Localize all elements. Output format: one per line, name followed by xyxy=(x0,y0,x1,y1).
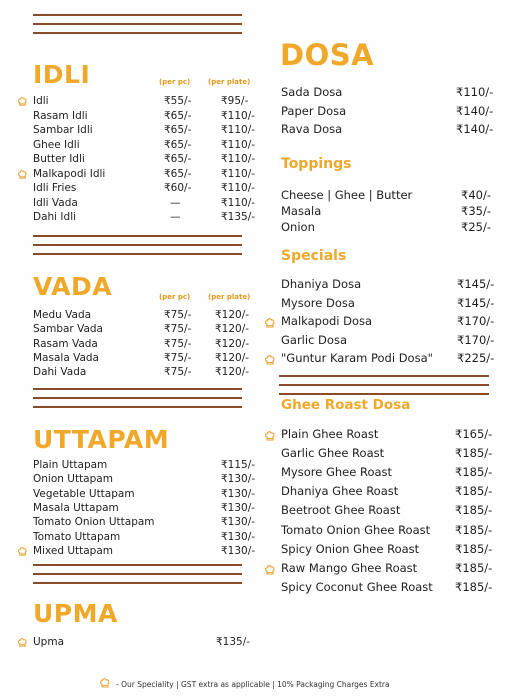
menu-item-idli xyxy=(33,124,256,138)
item-name: Tomato Onion Ghee Roast xyxy=(281,522,431,537)
price: ₹185/- xyxy=(455,503,493,518)
price-per-plate: ₹120/- xyxy=(215,366,250,379)
price-per-pc: ₹60/- xyxy=(164,182,192,194)
price: ₹145/- xyxy=(457,277,495,291)
menu-item-vada xyxy=(33,366,248,380)
menu-item-ghee-roast xyxy=(281,466,491,480)
price: ₹185/- xyxy=(455,579,493,594)
menu-item-upma xyxy=(33,636,251,650)
subtitle-ghee-roast: Ghee Roast Dosa xyxy=(281,397,411,413)
price: ₹40/- xyxy=(461,188,491,202)
footer-text: - Our Speciality | GST extra as applicable | 10% Packaging Charges Extra xyxy=(116,680,390,689)
item-name: Mysore Ghee Roast xyxy=(281,465,393,480)
item-name: Vegetable Uttapam xyxy=(33,487,135,500)
price: ₹130/- xyxy=(221,516,256,529)
item-name: Tomato Onion Uttapam xyxy=(33,516,155,529)
menu-item-idli xyxy=(33,196,256,211)
item-name: Dahi Idli xyxy=(33,211,77,223)
section-title-dosa: DOSA xyxy=(280,38,375,72)
price-per-pc: — xyxy=(170,211,181,223)
item-name: Butter Idli xyxy=(33,153,85,165)
price-per-pc: ₹75/- xyxy=(164,323,192,336)
menu-item-idli xyxy=(33,138,256,153)
section-title-upma: UPMA xyxy=(33,599,118,628)
item-name: Rasam Vada xyxy=(33,337,98,350)
menu-item-special xyxy=(281,314,495,329)
item-name: Dhaniya Dosa xyxy=(281,277,362,291)
menu-item-vada xyxy=(33,352,248,366)
menu-item-idli xyxy=(33,211,256,225)
menu-item-special xyxy=(281,295,495,311)
item-name: Idli xyxy=(33,95,49,107)
price: ₹35/- xyxy=(461,204,491,218)
price-per-plate: ₹120/- xyxy=(215,337,250,350)
item-name: Masala Uttapam xyxy=(33,501,119,514)
menu-item-ghee-roast xyxy=(281,524,491,538)
menu-item-idli xyxy=(33,167,256,182)
price: ₹185/- xyxy=(455,522,493,537)
price: ₹115/- xyxy=(221,459,256,471)
item-name: Medu Vada xyxy=(33,309,92,321)
price-per-pc: — xyxy=(170,196,181,209)
item-name: Dahi Vada xyxy=(33,366,87,379)
price-per-plate: ₹110/- xyxy=(221,124,256,136)
menu-item-vada xyxy=(33,309,248,323)
price: ₹130/- xyxy=(221,473,256,486)
item-name: Plain Uttapam xyxy=(33,459,108,471)
price: ₹185/- xyxy=(455,541,493,556)
menu-item-uttapam xyxy=(33,501,256,516)
price-per-pc: ₹75/- xyxy=(164,309,192,321)
item-name: Onion xyxy=(281,220,315,234)
price: ₹185/- xyxy=(455,446,493,461)
divider-lines-idli xyxy=(33,235,242,262)
price-per-plate: ₹120/- xyxy=(215,323,250,336)
menu-item-idli xyxy=(33,95,248,109)
price-per-pc: ₹65/- xyxy=(164,153,192,165)
price: ₹145/- xyxy=(457,295,495,310)
chef-hat-icon xyxy=(17,96,28,107)
menu-item-ghee-roast xyxy=(281,562,491,576)
price-per-plate: ₹135/- xyxy=(221,211,256,223)
price-per-plate: ₹120/- xyxy=(215,309,250,321)
price-per-pc: ₹75/- xyxy=(164,366,192,379)
menu-item-idli xyxy=(33,182,256,196)
price-per-pc: ₹75/- xyxy=(164,337,192,350)
item-name: Mysore Dosa xyxy=(281,295,355,310)
item-name: Malkapodi Idli xyxy=(33,167,106,180)
item-name: Mixed Uttapam xyxy=(33,544,114,557)
divider-lines-top xyxy=(33,14,242,41)
item-name: Sambar Idli xyxy=(33,124,93,136)
section-title-uttapam: UTTAPAM xyxy=(33,425,170,454)
price-per-plate: ₹95/- xyxy=(221,95,249,107)
menu-item-ghee-roast xyxy=(281,581,491,595)
menu-item-special xyxy=(281,277,495,292)
price-per-pc: ₹65/- xyxy=(164,124,192,136)
price: ₹130/- xyxy=(221,544,256,557)
menu-item-topping xyxy=(281,205,491,219)
price: ₹110/- xyxy=(456,85,494,99)
menu-item-dosa xyxy=(281,103,494,119)
item-name: Masala xyxy=(281,204,322,218)
menu-item-idli xyxy=(33,153,256,167)
menu-item-uttapam xyxy=(33,459,256,473)
item-name: Dhaniya Ghee Roast xyxy=(281,484,399,499)
menu-item-ghee-roast xyxy=(281,543,491,557)
item-name: Sambar Vada xyxy=(33,323,103,336)
item-name: Upma xyxy=(33,636,65,648)
item-name: Garlic Dosa xyxy=(281,332,347,347)
item-name: Idli Vada xyxy=(33,196,78,209)
menu-item-topping xyxy=(281,189,491,203)
item-name: Cheese | Ghee | Butter xyxy=(281,188,413,202)
section-title-idli: IDLI xyxy=(33,60,91,89)
price: ₹170/- xyxy=(457,314,495,328)
price: ₹185/- xyxy=(455,465,493,480)
price: ₹165/- xyxy=(455,427,493,441)
menu-item-special xyxy=(281,351,495,366)
price: ₹25/- xyxy=(461,220,491,234)
item-name: Tomato Uttapam xyxy=(33,530,121,543)
price-per-pc: ₹55/- xyxy=(164,95,192,107)
menu-item-uttapam xyxy=(33,530,256,545)
item-name: Onion Uttapam xyxy=(33,473,113,486)
item-name: Masala Vada xyxy=(33,351,99,364)
price: ₹185/- xyxy=(455,484,493,499)
menu-item-special xyxy=(281,332,495,348)
price: ₹170/- xyxy=(457,332,495,347)
chef-hat-icon xyxy=(17,637,28,648)
price: ₹130/- xyxy=(221,487,256,500)
price-per-pc: ₹65/- xyxy=(164,138,192,151)
item-name: Spicy Onion Ghee Roast xyxy=(281,541,420,556)
price: ₹140/- xyxy=(456,103,494,118)
price-per-plate: ₹110/- xyxy=(221,182,256,194)
item-name: Sada Dosa xyxy=(281,85,343,99)
menu-item-uttapam xyxy=(33,473,256,487)
col-head-per-pc: (per pc) xyxy=(159,78,191,86)
item-name: Rasam Idli xyxy=(33,109,88,122)
price-per-plate: ₹120/- xyxy=(215,351,250,364)
price-per-plate: ₹110/- xyxy=(221,167,256,180)
price: ₹135/- xyxy=(216,636,251,648)
price: ₹130/- xyxy=(221,530,256,543)
item-name: Malkapodi Dosa xyxy=(281,314,373,328)
price-per-pc: ₹65/- xyxy=(164,167,192,180)
menu-item-vada xyxy=(33,323,248,337)
menu-item-topping xyxy=(281,221,491,235)
subtitle-specials: Specials xyxy=(281,248,347,264)
price-per-plate: ₹110/- xyxy=(221,138,256,151)
price: ₹130/- xyxy=(221,501,256,514)
price-per-pc: ₹65/- xyxy=(164,109,192,122)
price-per-plate: ₹110/- xyxy=(221,109,256,122)
menu-item-uttapam xyxy=(33,516,256,530)
chef-hat-icon xyxy=(264,354,276,366)
item-name: Rava Dosa xyxy=(281,122,343,136)
menu-item-idli xyxy=(33,109,256,124)
col-head-per-plate: (per plate) xyxy=(208,78,251,86)
price-per-plate: ₹110/- xyxy=(221,153,256,165)
menu-item-uttapam xyxy=(33,487,256,502)
menu-item-vada xyxy=(33,338,248,352)
menu-item-ghee-roast xyxy=(281,428,491,442)
chef-hat-icon xyxy=(17,546,28,557)
menu-item-dosa xyxy=(281,122,494,137)
chef-hat-icon xyxy=(264,430,276,442)
item-name: Garlic Ghee Roast xyxy=(281,446,385,461)
item-name: Beetroot Ghee Roast xyxy=(281,503,401,518)
price: ₹185/- xyxy=(455,560,493,575)
item-name: Spicy Coconut Ghee Roast xyxy=(281,579,433,594)
divider-lines-uttapam xyxy=(33,564,242,591)
price-per-pc: ₹75/- xyxy=(164,351,192,364)
chef-hat-icon xyxy=(99,677,111,689)
menu-item-ghee-roast xyxy=(281,504,491,518)
item-name: Idli Fries xyxy=(33,182,77,194)
item-name: Plain Ghee Roast xyxy=(281,427,379,441)
item-name: Raw Mango Ghee Roast xyxy=(281,560,418,575)
item-name: "Guntur Karam Podi Dosa" xyxy=(281,351,433,365)
menu-item-uttapam xyxy=(33,544,256,559)
section-title-vada: VADA xyxy=(33,272,113,301)
price-per-plate: ₹110/- xyxy=(221,196,256,209)
item-name: Ghee Idli xyxy=(33,138,80,151)
item-name: Paper Dosa xyxy=(281,103,347,118)
col-head-per-pc: (per pc) xyxy=(159,293,191,301)
price: ₹140/- xyxy=(456,122,494,136)
menu-item-ghee-roast xyxy=(281,447,491,461)
divider-lines-vada xyxy=(33,388,242,415)
chef-hat-icon xyxy=(264,317,276,329)
subtitle-toppings: Toppings xyxy=(281,156,352,172)
footer-note xyxy=(116,680,390,689)
price: ₹225/- xyxy=(457,351,495,365)
chef-hat-icon xyxy=(17,169,28,180)
col-head-per-plate: (per plate) xyxy=(208,293,251,301)
chef-hat-icon xyxy=(264,564,276,576)
menu-item-ghee-roast xyxy=(281,485,491,499)
menu-item-dosa xyxy=(281,85,494,100)
